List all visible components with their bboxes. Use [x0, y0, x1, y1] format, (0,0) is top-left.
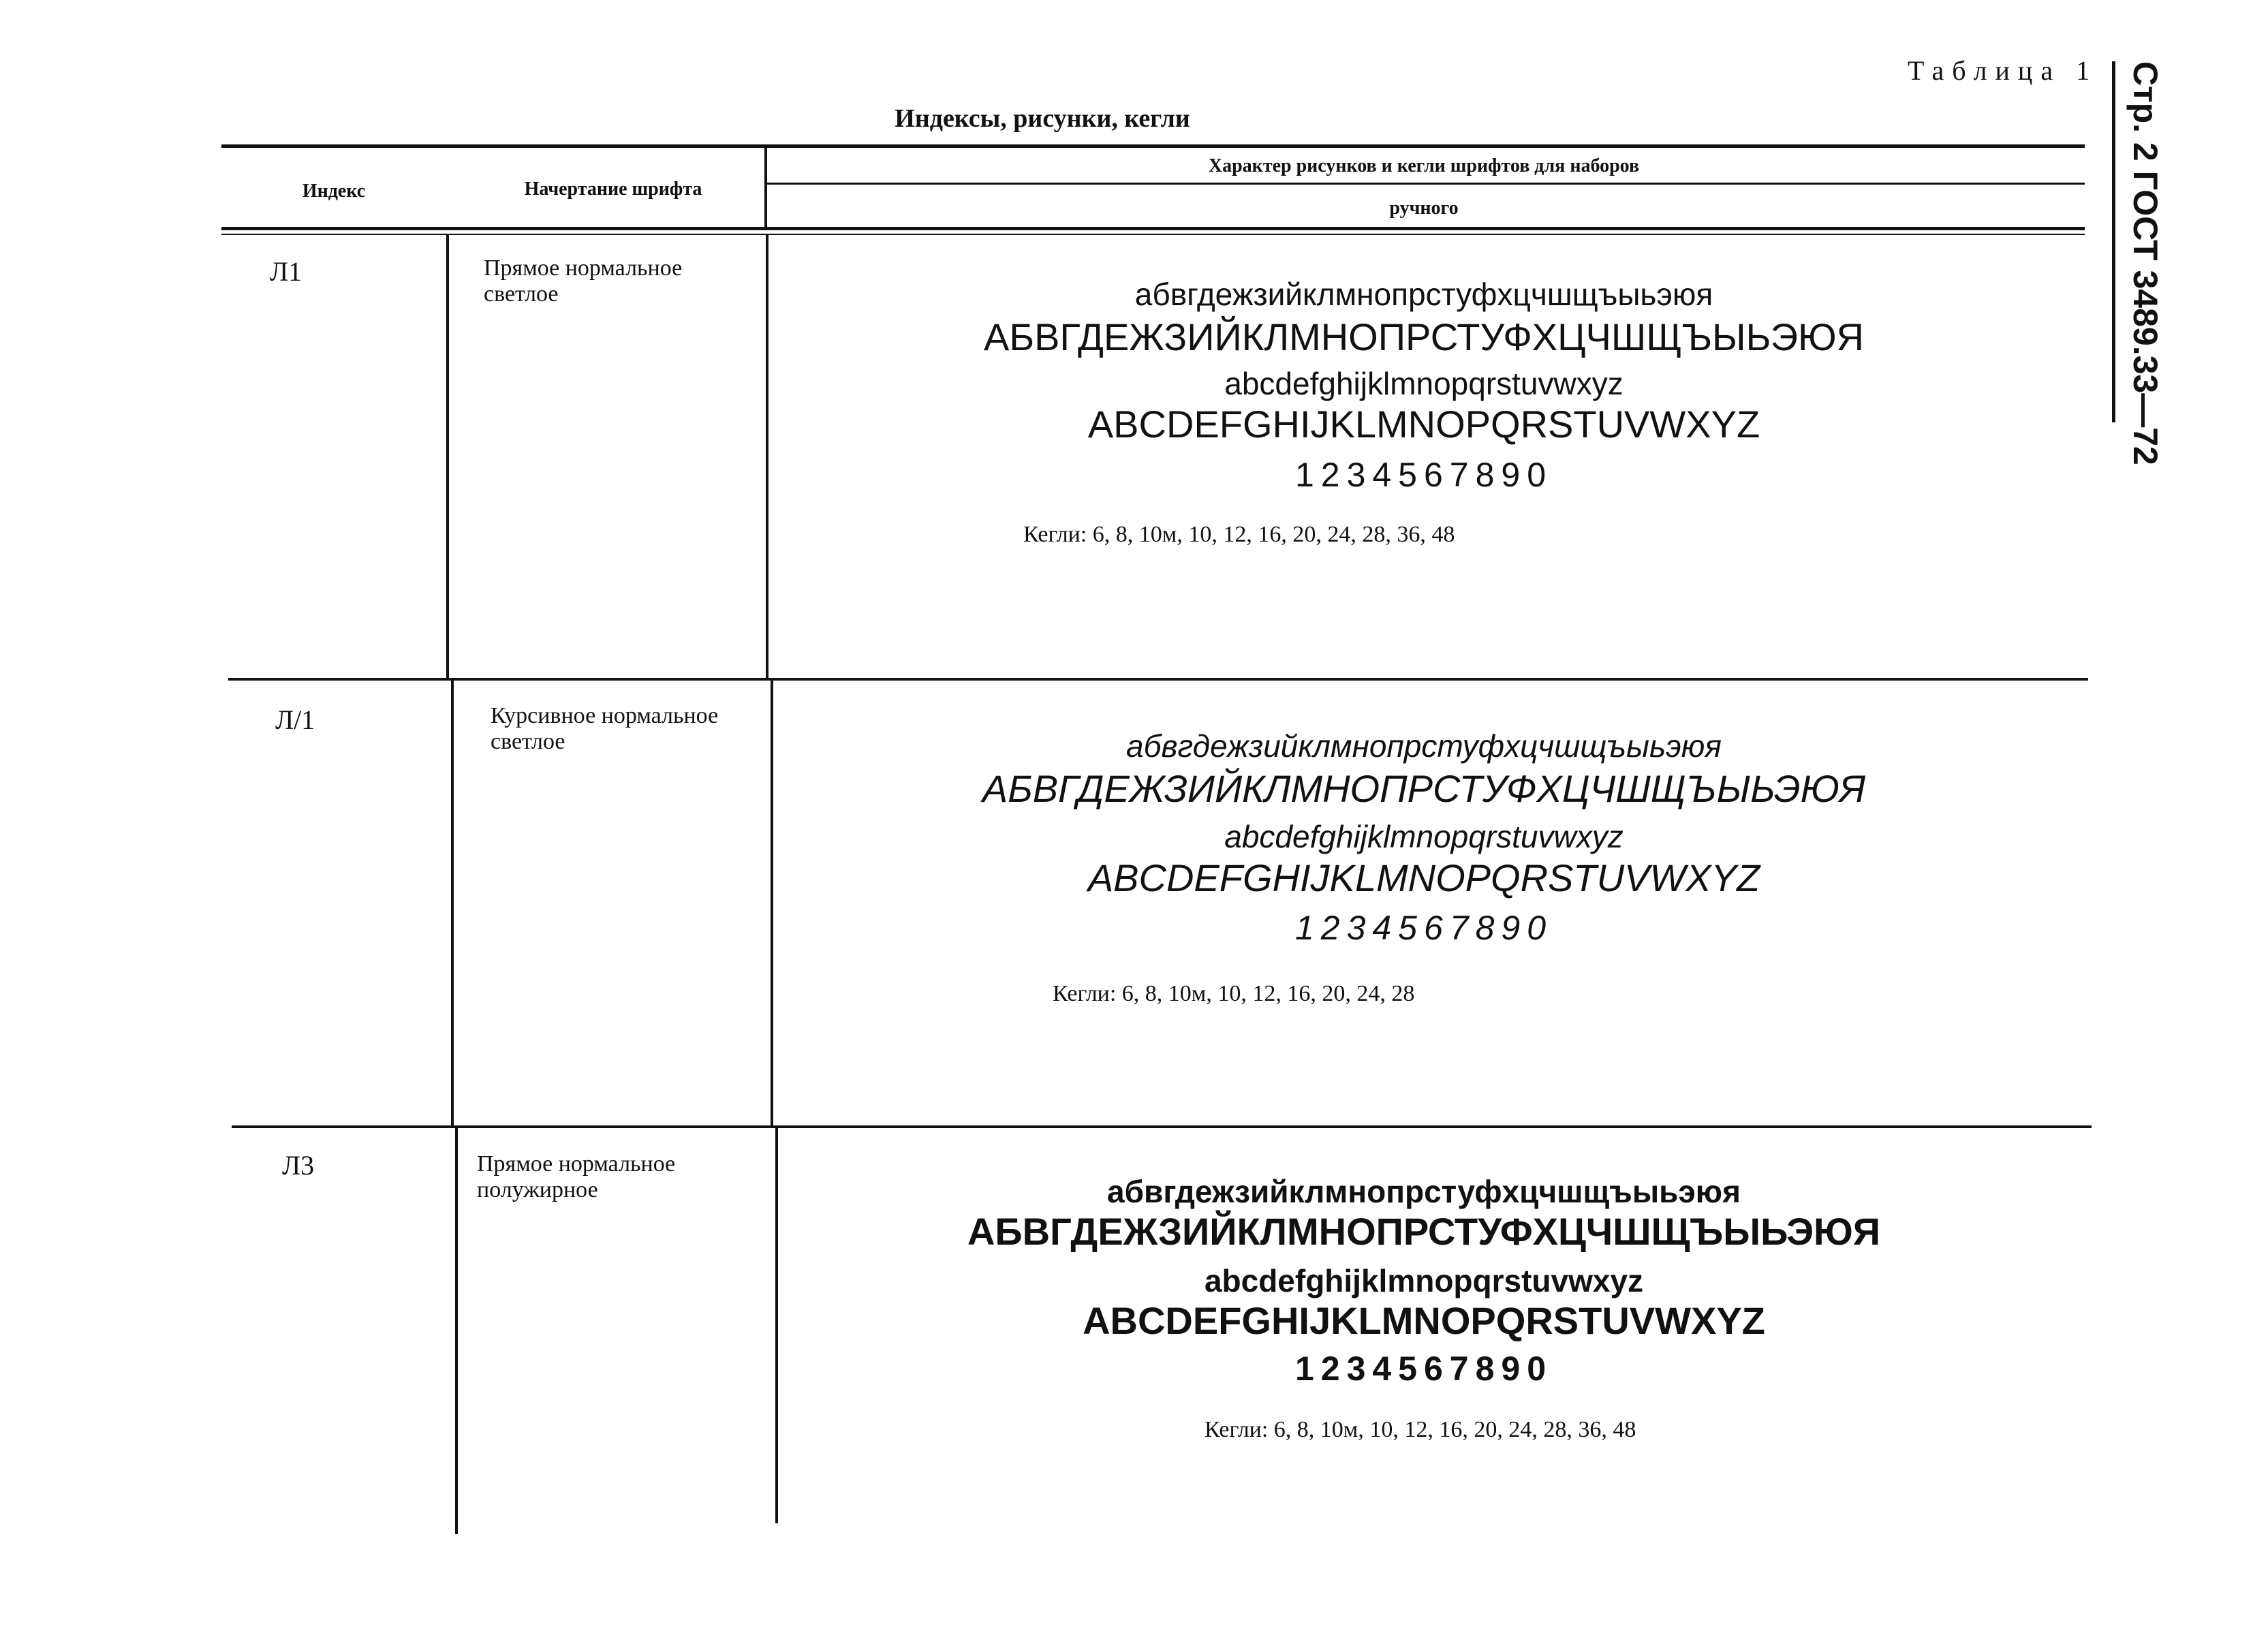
table-label: Таблица 1 [1908, 55, 2098, 86]
description-line-1: Курсивное нормальное [491, 703, 719, 728]
description-line-1: Прямое нормальное [477, 1151, 676, 1177]
specimen-digits: 1234567890 [1294, 456, 1553, 494]
specimen-lowercase-cyrillic: абвгдежзийклмнопрстуфхцчшщъыьэюя [1126, 728, 1722, 764]
row-index: Л/1 [275, 704, 315, 735]
column-line-2-row-2 [771, 681, 773, 1125]
header-column-divider [764, 144, 767, 230]
specimen-uppercase-latin: ABCDEFGHIJKLMNOPQRSTUVWXYZ [1087, 403, 1760, 446]
row-typeface-description [484, 255, 756, 307]
description-line-2: светлое [491, 729, 565, 754]
table-title: Индексы, рисунки, кегли [895, 104, 1190, 133]
header-split-rule [766, 183, 2085, 185]
column-header-typeface: Начертание шрифта [524, 178, 702, 200]
description-line-1: Прямое нормальное [484, 255, 683, 281]
column-header-character: Характер рисунков и кегли шрифтов для наборов [1208, 155, 1640, 176]
column-line-1-row-2 [451, 681, 454, 1125]
column-header-manual: ручного [1389, 198, 1459, 219]
row-separator-2 [232, 1125, 2092, 1128]
header-bottom-rule-2 [221, 234, 2085, 235]
specimen-lowercase-latin: abcdefghijklmnopqrstuvwxyz [1224, 366, 1624, 401]
row-separator-1 [228, 678, 2088, 681]
table-top-rule [221, 144, 2085, 148]
specimen-uppercase-cyrillic: АБВГДЕЖЗИЙКЛМНОПРСТУФХЦЧШЩЪЫЬЭЮЯ [982, 767, 1866, 810]
side-reference-rule [2112, 61, 2115, 422]
side-reference: Стр. 2 ГОСТ 3489.33—72 [2126, 61, 2164, 465]
type-sizes: Кегли: 6, 8, 10м, 10, 12, 16, 20, 24, 28, 36, 48 [1205, 1417, 1636, 1442]
row-index: Л1 [270, 256, 302, 287]
row-typeface-description [477, 1151, 770, 1203]
specimen-lowercase-latin: abcdefghijklmnopqrstuvwxyz [1204, 1263, 1644, 1298]
specimen-digits: 1234567890 [1294, 909, 1553, 947]
header-bottom-rule [221, 227, 2085, 230]
specimen-lowercase-cyrillic: абвгдежзийклмнопрстуфхцчшщъыьэюя [1134, 277, 1713, 312]
specimen-lowercase-cyrillic: абвгдежзийклмнопрстуфхцчшщъыьэюя [1107, 1174, 1741, 1209]
column-line-1-row-3 [455, 1128, 458, 1534]
specimen-uppercase-latin: ABCDEFGHIJKLMNOPQRSTUVWXYZ [1087, 856, 1760, 899]
specimen-digits: 1234567890 [1294, 1350, 1553, 1388]
specimen-uppercase-cyrillic: АБВГДЕЖЗИЙКЛМНОПРСТУФХЦЧШЩЪЫЬЭЮЯ [984, 315, 1864, 358]
specimen-lowercase-latin: abcdefghijklmnopqrstuvwxyz [1224, 819, 1624, 854]
description-line-2: светлое [484, 281, 559, 307]
type-sizes: Кегли: 6, 8, 10м, 10, 12, 16, 20, 24, 28, 36, 48 [1023, 522, 1455, 547]
specimen-uppercase-latin: ABCDEFGHIJKLMNOPQRSTUVWXYZ [1083, 1299, 1765, 1342]
column-line-1-row-1 [446, 235, 449, 678]
type-sizes: Кегли: 6, 8, 10м, 10, 12, 16, 20, 24, 28 [1053, 981, 1415, 1006]
description-line-2: полужирное [477, 1177, 598, 1202]
column-header-index: Индекс [302, 181, 366, 202]
row-index: Л3 [282, 1150, 315, 1181]
row-typeface-description [491, 703, 763, 755]
specimen-uppercase-cyrillic: АБВГДЕЖЗИЙКЛМНОПРСТУФХЦЧШЩЪЫЬЭЮЯ [967, 1210, 1881, 1253]
column-line-2-row-1 [766, 235, 768, 678]
